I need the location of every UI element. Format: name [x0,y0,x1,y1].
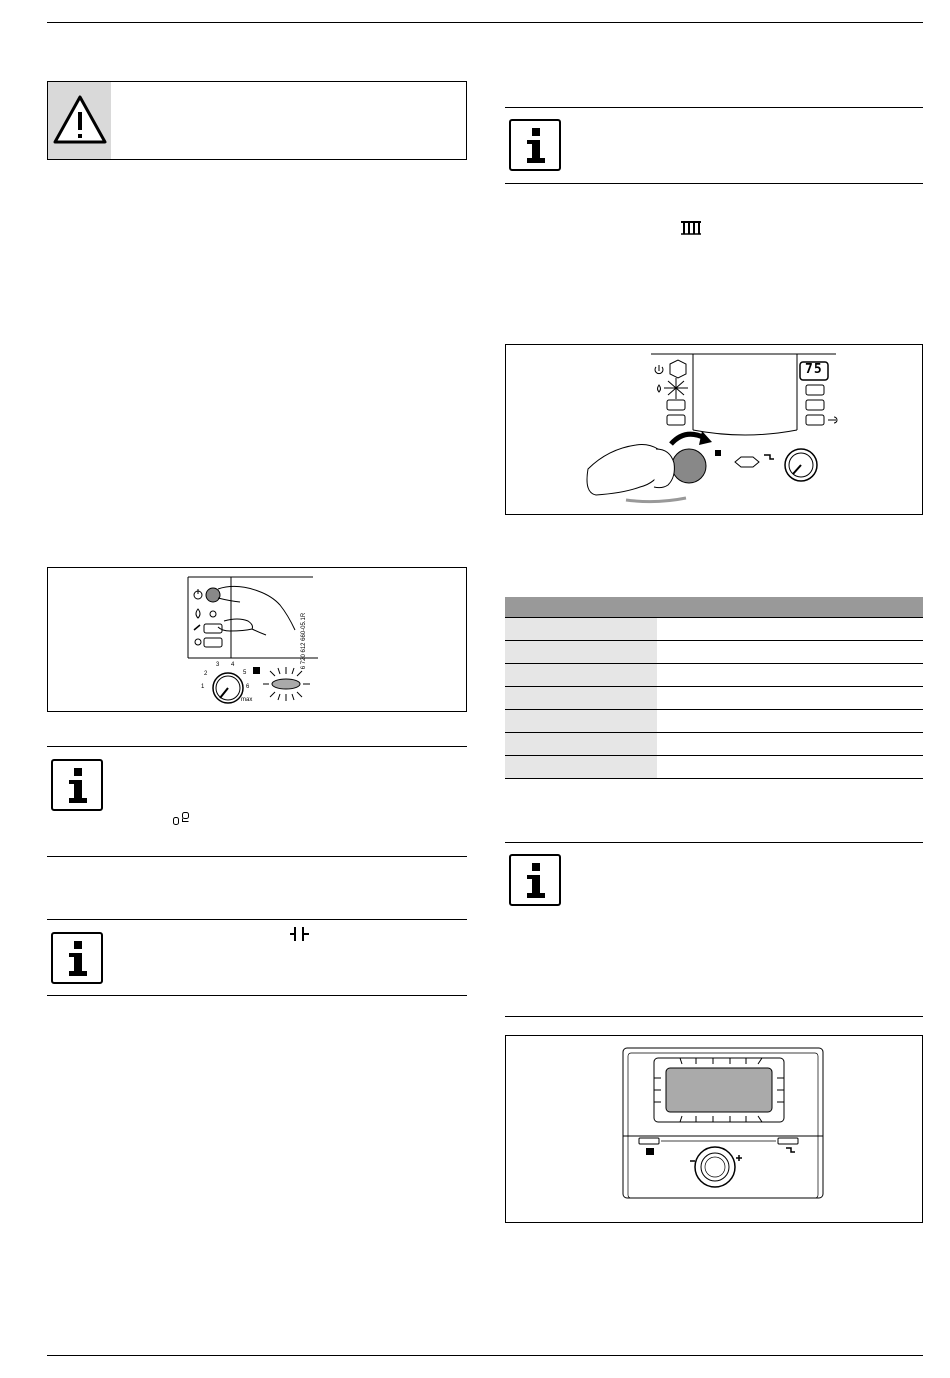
info-icon [51,932,103,984]
info-box-3-top [505,107,923,108]
bottom-rule [47,1355,923,1356]
front-panel-drawing [506,1036,922,1222]
warning-box [47,81,467,160]
knob-label-6: 6 [246,684,250,690]
display-segment-icon [289,925,311,943]
info-box-4-top [505,842,923,843]
info-icon [509,854,561,906]
radiator-icon [680,220,702,236]
knob-label-2: 2 [204,671,208,677]
table-row [505,756,923,779]
info-box-3-bottom [505,183,923,184]
display-symbol-icon [172,811,192,827]
knob-label-4: 4 [231,662,235,668]
table-row [505,664,923,687]
info-box-1-bottom [47,856,467,857]
warning-triangle-icon [51,92,109,150]
info-box-1-top [47,746,467,747]
info-icon [51,759,103,811]
info-box-2-bottom [47,995,467,996]
knob-label-5: 5 [243,670,247,676]
figure-image-code: 6 720 612 660-05.1R [301,612,308,670]
knob-label-3: 3 [216,662,220,668]
table-row [505,641,923,664]
knob-label-max: max [241,697,253,703]
top-rule [47,22,923,23]
table-row [505,687,923,710]
table-row [505,618,923,641]
settings-table [505,597,923,779]
table-row [505,710,923,733]
figure-front-panel [505,1035,923,1223]
info-box-4-bottom [505,1016,923,1017]
table-row [505,733,923,756]
info-box-2-top [47,919,467,920]
knob-label-1: 1 [201,684,205,690]
warning-icon-panel [48,82,111,159]
turn-knob-drawing [506,345,922,514]
display-value: 75 [805,362,823,377]
control-panel-drawing [48,568,466,711]
figure-control-panel [47,567,467,712]
info-icon [509,119,561,171]
table-header-row [505,597,923,618]
figure-turn-knob [505,344,923,515]
